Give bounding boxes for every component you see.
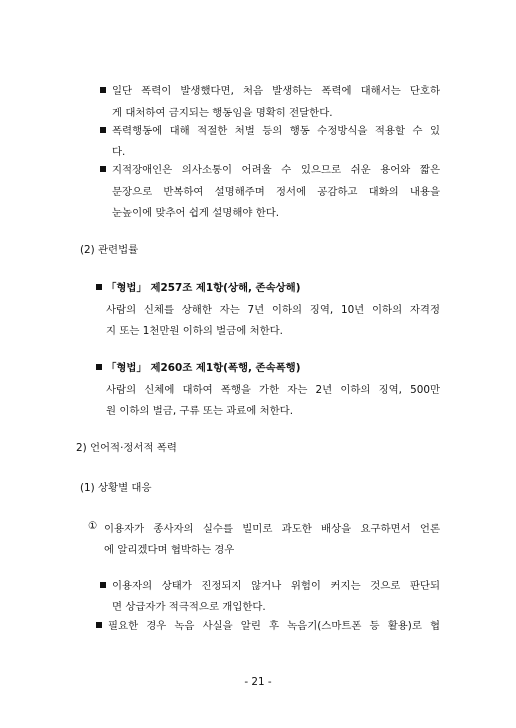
section-heading-verbal-violence: 2) 언어적·정서적 폭력 xyxy=(76,442,177,454)
case-text-line1: 이용자가 종사자의 실수를 빌미로 과도한 배상을 요구하면서 언론 xyxy=(104,523,440,535)
bullet-a2-line1: 폭력행동에 대해 적절한 처벌 등의 행동 수정방식을 적용할 수 있 xyxy=(112,125,440,137)
law-text-line2: 원 이하의 벌금, 구류 또는 과료에 처한다. xyxy=(106,405,294,417)
bullet-square-icon xyxy=(96,364,102,370)
page-number: - 21 - xyxy=(244,676,272,688)
bullet-square-icon xyxy=(100,582,106,588)
bullet-b1-line2: 면 상급자가 적극적으로 개입한다. xyxy=(112,601,266,613)
law-text-line2: 지 또는 1천만원 이하의 벌금에 처한다. xyxy=(106,325,283,337)
case-number: ① xyxy=(88,520,98,532)
bullet-square-icon xyxy=(100,87,106,93)
bullet-square-icon xyxy=(100,166,106,172)
bullet-a2-line2: 다. xyxy=(112,146,126,158)
subsection-heading-situational-response: (1) 상황별 대응 xyxy=(80,482,152,494)
bullet-square-icon xyxy=(100,127,106,133)
law-title: 「형법」 제260조 제1항(폭행, 존속폭행) xyxy=(106,362,301,374)
law-title: 「형법」 제257조 제1항(상해, 존속상해) xyxy=(106,282,301,294)
case-text-line2: 에 알리겠다며 협박하는 경우 xyxy=(104,544,235,556)
bullet-a1-line2: 게 대처하여 금지되는 행동임을 명확히 전달한다. xyxy=(112,107,333,119)
bullet-b2-line1: 필요한 경우 녹음 사실을 알린 후 녹음기(스마트폰 등 활용)로 협 xyxy=(108,620,440,632)
bullet-a3-line3: 눈높이에 맞추어 쉽게 설명해야 한다. xyxy=(112,207,280,219)
bullet-a3-line1: 지적장애인은 의사소통이 어려울 수 있으므로 쉬운 용어와 짧은 xyxy=(112,164,440,176)
law-text-line1: 사람의 신체를 상해한 자는 7년 이하의 징역, 10년 이하의 자격정 xyxy=(106,304,440,316)
bullet-square-icon xyxy=(96,284,102,290)
bullet-b1-line1: 이용자의 상태가 진정되지 않거나 위험이 커지는 것으로 판단되 xyxy=(112,580,440,592)
bullet-a1-line1: 일단 폭력이 발생했다면, 처음 발생하는 폭력에 대해서는 단호하 xyxy=(112,85,440,97)
section-heading-related-laws: (2) 관련법률 xyxy=(80,244,139,256)
law-text-line1: 사람의 신체에 대하여 폭행을 가한 자는 2년 이하의 징역, 500만 xyxy=(106,384,440,396)
bullet-a3-line2: 문장으로 반복하여 설명해주며 정서에 공감하고 대화의 내용을 xyxy=(112,186,440,198)
bullet-square-icon xyxy=(96,622,102,628)
